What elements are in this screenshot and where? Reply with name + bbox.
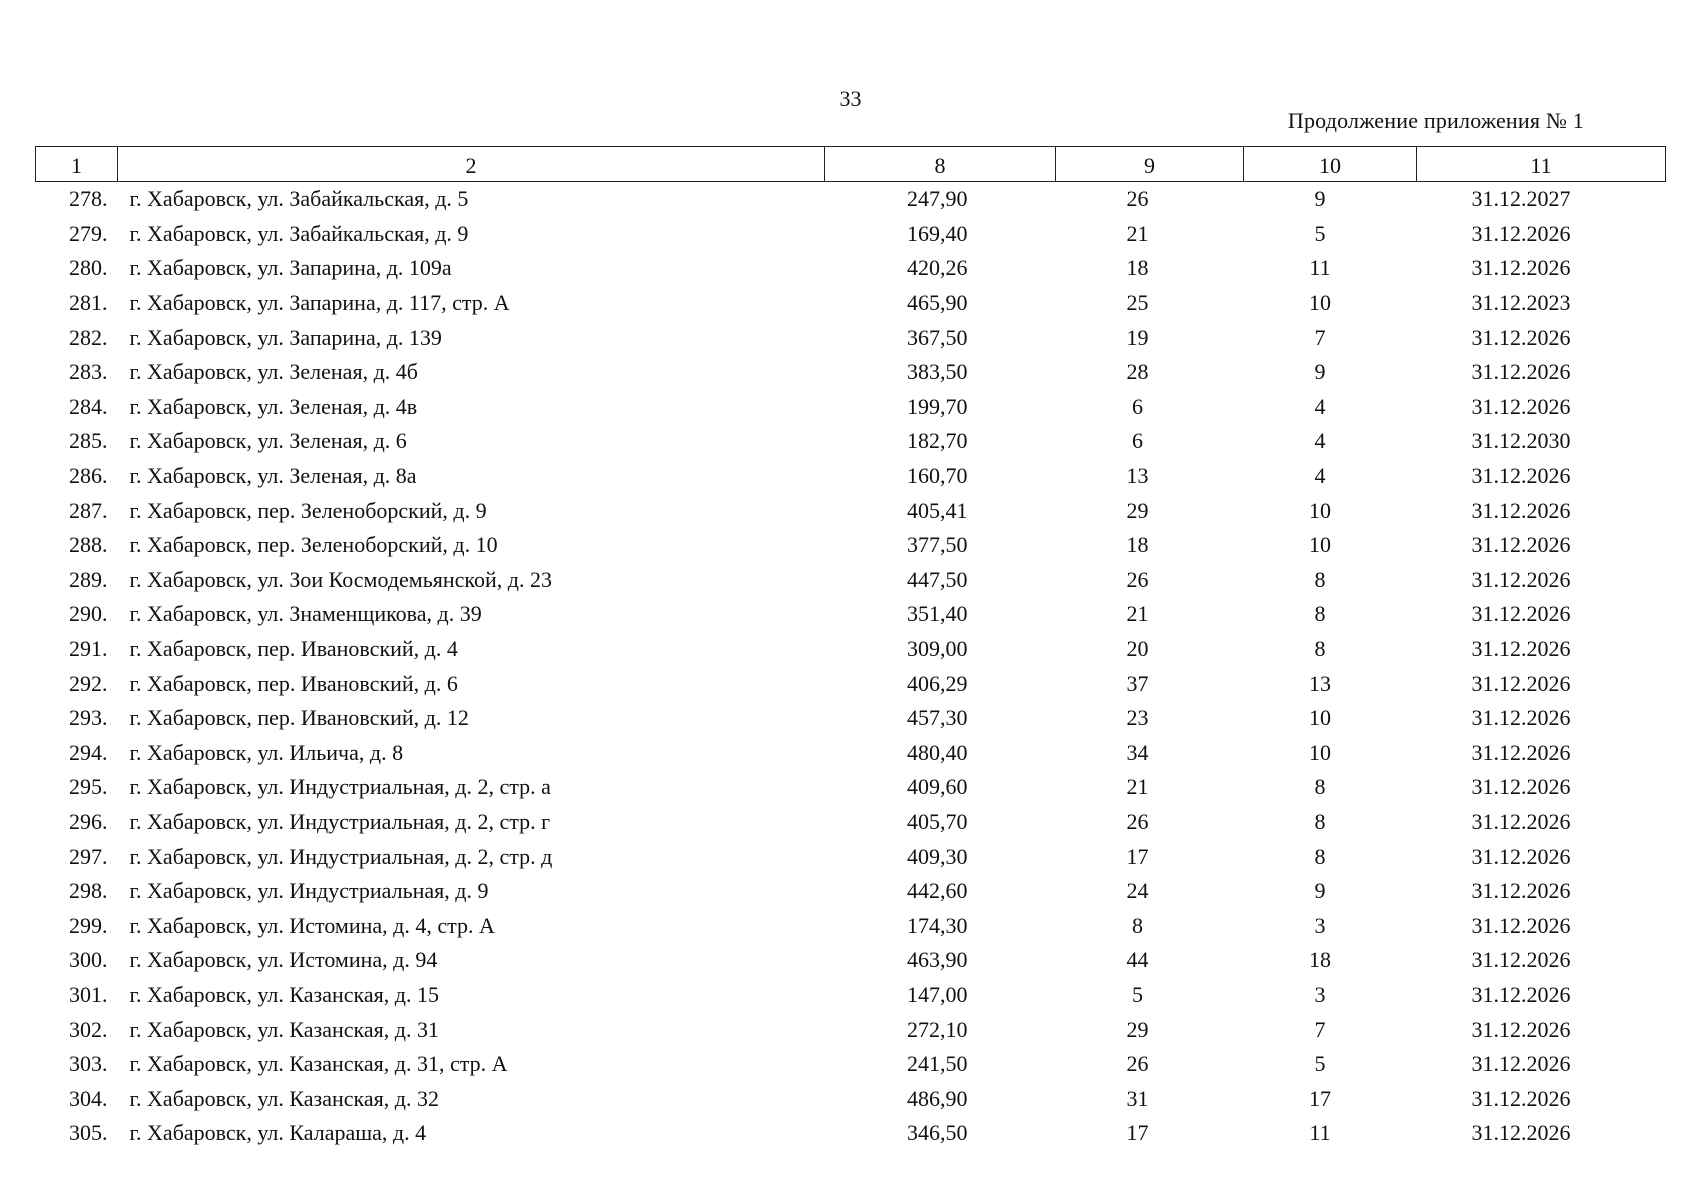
date-cell: 31.12.2026 [1471,255,1571,281]
date-cell: 31.12.2026 [1471,532,1571,558]
address-cell: г. Хабаровск, ул. Забайкальская, д. 9 [129,220,469,246]
address-cell: г. Хабаровск, ул. Ильича, д. 8 [129,739,404,765]
row-number: 283. [69,359,108,385]
row-number: 281. [69,290,108,316]
table-header [36,147,1666,182]
date-cell: 31.12.2026 [1471,705,1571,731]
area-cell: 463,90 [907,947,968,973]
row-number: 305. [69,1120,108,1146]
table-row [36,770,1666,805]
column-9-cell: 21 [1126,774,1149,800]
row-number: 292. [69,670,108,696]
area-cell: 405,70 [907,808,968,834]
column-9-cell: 19 [1126,324,1149,350]
row-number: 295. [69,774,108,800]
area-cell: 160,70 [907,463,968,489]
column-10-cell: 11 [1309,1120,1331,1146]
address-cell: г. Хабаровск, ул. Знаменщикова, д. 39 [129,601,482,627]
area-cell: 405,41 [907,497,968,523]
area-cell: 442,60 [907,878,968,904]
column-header-2: 2 [118,147,825,182]
address-cell: г. Хабаровск, ул. Казанская, д. 32 [129,1085,439,1111]
date-cell: 31.12.2030 [1471,428,1571,454]
table-body [36,182,1666,1151]
date-cell: 31.12.2026 [1471,774,1571,800]
column-9-cell: 25 [1126,290,1149,316]
column-10-cell: 8 [1314,808,1326,834]
date-cell: 31.12.2026 [1471,670,1571,696]
area-cell: 182,70 [907,428,968,454]
area-cell: 486,90 [907,1085,968,1111]
date-cell: 31.12.2023 [1471,290,1571,316]
column-9-cell: 8 [1132,912,1143,938]
column-10-cell: 3 [1314,912,1326,938]
column-9-cell: 31 [1126,1085,1149,1111]
area-cell: 367,50 [907,324,968,350]
date-cell: 31.12.2026 [1471,324,1571,350]
registry-table [35,146,1666,1151]
table-row [36,493,1666,528]
row-number: 291. [69,636,108,662]
row-number: 290. [69,601,108,627]
column-10-cell: 18 [1309,947,1331,973]
area-cell: 169,40 [907,220,968,246]
row-number: 298. [69,878,108,904]
row-number: 297. [69,843,108,869]
column-10-cell: 8 [1314,774,1326,800]
column-9-cell: 18 [1126,532,1149,558]
area-cell: 383,50 [907,359,968,385]
column-10-cell: 11 [1309,255,1331,281]
address-cell: г. Хабаровск, ул. Зеленая, д. 8а [129,463,417,489]
row-number: 286. [69,463,108,489]
area-cell: 346,50 [907,1120,968,1146]
table-row [36,320,1666,355]
row-number: 304. [69,1085,108,1111]
column-9-cell: 13 [1126,463,1149,489]
address-cell: г. Хабаровск, ул. Зеленая, д. 4в [129,393,418,419]
address-cell: г. Хабаровск, ул. Забайкальская, д. 5 [129,186,469,212]
column-header-9: 9 [1056,147,1244,182]
column-header-10: 10 [1244,147,1417,182]
table-row [36,874,1666,909]
table-row [36,805,1666,840]
column-9-cell: 44 [1126,947,1149,973]
table-row [36,632,1666,667]
address-cell: г. Хабаровск, ул. Казанская, д. 31 [129,1016,439,1042]
column-9-cell: 21 [1126,601,1149,627]
table-row [36,978,1666,1013]
table-row [36,251,1666,286]
row-number: 302. [69,1016,108,1042]
column-10-cell: 13 [1309,670,1331,696]
area-cell: 420,26 [907,255,968,281]
address-cell: г. Хабаровск, ул. Индустриальная, д. 9 [129,878,489,904]
date-cell: 31.12.2026 [1471,1120,1571,1146]
row-number: 301. [69,981,108,1007]
column-9-cell: 26 [1126,566,1149,592]
column-header-8: 8 [825,147,1056,182]
table-row [36,1012,1666,1047]
row-number: 282. [69,324,108,350]
column-10-cell: 8 [1314,601,1326,627]
column-10-cell: 9 [1314,186,1326,212]
table-row [36,459,1666,494]
column-10-cell: 10 [1309,497,1331,523]
column-9-cell: 17 [1126,1120,1149,1146]
column-9-cell: 29 [1126,1016,1149,1042]
row-number: 303. [69,1051,108,1077]
table-row [36,701,1666,736]
table-row [36,217,1666,252]
column-9-cell: 20 [1126,636,1149,662]
column-10-cell: 3 [1314,981,1326,1007]
address-cell: г. Хабаровск, ул. Казанская, д. 31, стр. А [129,1051,508,1077]
address-cell: г. Хабаровск, ул. Истомина, д. 94 [129,947,438,973]
date-cell: 31.12.2026 [1471,393,1571,419]
column-10-cell: 10 [1309,739,1331,765]
row-number: 287. [69,497,108,523]
area-cell: 247,90 [907,186,968,212]
column-9-cell: 34 [1126,739,1149,765]
date-cell: 31.12.2026 [1471,636,1571,662]
column-10-cell: 8 [1314,636,1326,662]
date-cell: 31.12.2026 [1471,497,1571,523]
area-cell: 147,00 [907,981,968,1007]
address-cell: г. Хабаровск, ул. Индустриальная, д. 2, стр. г [129,808,551,834]
address-cell: г. Хабаровск, ул. Зои Космодемьянской, д. 23 [129,566,552,592]
page-number: 33 [839,86,862,111]
date-cell: 31.12.2026 [1471,981,1571,1007]
area-cell: 409,60 [907,774,968,800]
row-number: 294. [69,739,108,765]
date-cell: 31.12.2026 [1471,947,1571,973]
address-cell: г. Хабаровск, ул. Индустриальная, д. 2, стр. а [129,774,551,800]
area-cell: 447,50 [907,566,968,592]
column-9-cell: 5 [1132,981,1143,1007]
area-cell: 409,30 [907,843,968,869]
table-row [36,1116,1666,1151]
address-cell: г. Хабаровск, пер. Ивановский, д. 4 [129,636,458,662]
row-number: 280. [69,255,108,281]
date-cell: 31.12.2026 [1471,808,1571,834]
date-cell: 31.12.2026 [1471,1016,1571,1042]
row-number: 279. [69,220,108,246]
address-cell: г. Хабаровск, пер. Зеленоборский, д. 9 [129,497,487,523]
area-cell: 272,10 [907,1016,968,1042]
date-cell: 31.12.2026 [1471,912,1571,938]
column-10-cell: 4 [1314,393,1326,419]
address-cell: г. Хабаровск, ул. Запарина, д. 109а [129,255,452,281]
row-number: 300. [69,947,108,973]
date-cell: 31.12.2026 [1471,1085,1571,1111]
column-9-cell: 26 [1126,186,1149,212]
area-cell: 174,30 [907,912,968,938]
column-9-cell: 21 [1126,220,1149,246]
area-cell: 241,50 [907,1051,968,1077]
table-row [36,839,1666,874]
column-10-cell: 17 [1309,1085,1331,1111]
address-cell: г. Хабаровск, пер. Ивановский, д. 6 [129,670,458,696]
appendix-continuation-label: Продолжение приложения № 1 [1287,108,1584,133]
address-cell: г. Хабаровск, пер. Ивановский, д. 12 [129,705,469,731]
date-cell: 31.12.2026 [1471,566,1571,592]
date-cell: 31.12.2026 [1471,359,1571,385]
table-row [36,1081,1666,1116]
column-10-cell: 10 [1309,705,1331,731]
area-cell: 351,40 [907,601,968,627]
table-row [36,943,1666,978]
date-cell: 31.12.2026 [1471,463,1571,489]
area-cell: 457,30 [907,705,968,731]
address-cell: г. Хабаровск, ул. Запарина, д. 139 [129,324,442,350]
area-cell: 199,70 [907,393,968,419]
table-row [36,424,1666,459]
column-9-cell: 28 [1126,359,1149,385]
table-row [36,736,1666,771]
row-number: 284. [69,393,108,419]
column-10-cell: 10 [1309,290,1331,316]
column-header-1: 1 [36,147,118,182]
table-row [36,528,1666,563]
column-10-cell: 7 [1314,324,1326,350]
row-number: 288. [69,532,108,558]
row-number: 285. [69,428,108,454]
column-10-cell: 4 [1314,463,1326,489]
table-row [36,563,1666,598]
table-row [36,355,1666,390]
address-cell: г. Хабаровск, пер. Зеленоборский, д. 10 [129,532,498,558]
column-9-cell: 24 [1126,878,1149,904]
address-cell: г. Хабаровск, ул. Казанская, д. 15 [129,981,439,1007]
address-cell: г. Хабаровск, ул. Истомина, д. 4, стр. А [129,912,495,938]
row-number: 293. [69,705,108,731]
column-10-cell: 7 [1314,1016,1326,1042]
column-9-cell: 26 [1126,1051,1149,1077]
address-cell: г. Хабаровск, ул. Индустриальная, д. 2, стр. д [129,843,553,869]
row-number: 296. [69,808,108,834]
address-cell: г. Хабаровск, ул. Калараша, д. 4 [129,1120,427,1146]
column-10-cell: 5 [1314,1051,1326,1077]
row-number: 278. [69,186,108,212]
date-cell: 31.12.2026 [1471,843,1571,869]
column-10-cell: 8 [1314,843,1326,869]
area-cell: 406,29 [907,670,968,696]
column-10-cell: 8 [1314,566,1326,592]
table-row [36,1047,1666,1082]
date-cell: 31.12.2026 [1471,739,1571,765]
table-row [36,908,1666,943]
table-row [36,286,1666,321]
column-9-cell: 6 [1132,428,1143,454]
date-cell: 31.12.2026 [1471,220,1571,246]
column-10-cell: 9 [1314,878,1326,904]
header-row [36,147,1666,182]
date-cell: 31.12.2026 [1471,1051,1571,1077]
date-cell: 31.12.2027 [1471,186,1571,212]
column-9-cell: 17 [1126,843,1149,869]
column-header-11: 11 [1417,147,1666,182]
address-cell: г. Хабаровск, ул. Запарина, д. 117, стр. А [129,290,510,316]
column-9-cell: 29 [1126,497,1149,523]
table-row [36,666,1666,701]
date-cell: 31.12.2026 [1471,601,1571,627]
column-9-cell: 6 [1132,393,1143,419]
column-10-cell: 10 [1309,532,1331,558]
address-cell: г. Хабаровск, ул. Зеленая, д. 4б [129,359,418,385]
column-10-cell: 4 [1314,428,1326,454]
address-cell: г. Хабаровск, ул. Зеленая, д. 6 [129,428,407,454]
area-cell: 465,90 [907,290,968,316]
date-cell: 31.12.2026 [1471,878,1571,904]
row-number: 289. [69,566,108,592]
row-number: 299. [69,912,108,938]
table-row [36,390,1666,425]
column-9-cell: 23 [1126,705,1149,731]
column-9-cell: 18 [1126,255,1149,281]
column-10-cell: 9 [1314,359,1326,385]
column-10-cell: 5 [1314,220,1326,246]
column-9-cell: 26 [1126,808,1149,834]
column-9-cell: 37 [1126,670,1149,696]
area-cell: 309,00 [907,636,968,662]
area-cell: 377,50 [907,532,968,558]
table-row [36,597,1666,632]
area-cell: 480,40 [907,739,968,765]
table-row [36,182,1666,217]
